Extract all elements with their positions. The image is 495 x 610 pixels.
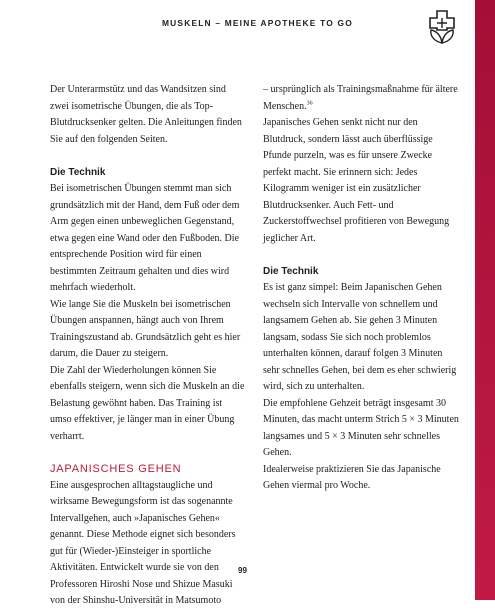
technique-heading: Die Technik xyxy=(50,166,106,178)
left-text-column xyxy=(50,82,246,610)
interval-paragraph: Es ist ganz simpel: Beim Japanischen Gehen wechseln sich Intervalle von schnellem und langsamem Gehen ab. Sie gehen 3 Minuten langsam, sodass Sie sich noch problemlos unterhalten können, darauf folgen 3 Minuten sehr schnelles Gehen, bei dem es eher schwierig wird, sich zu unterhalten. xyxy=(263,282,457,392)
running-header xyxy=(0,18,495,32)
technique-paragraph-1: Bei isometrischen Übungen stemmt man sich grundsätzlich mit der Hand, dem Fuß oder dem Arm gegen einen unbeweglichen Gegenstand, etwa gegen eine Wand oder den Fußboden. Die entsprechende Position wird für einen bestimmten Zeitraum gehalten und dies wird mehrfach wiederholt. xyxy=(50,183,240,293)
frequency-paragraph: Idealerweise praktizieren Sie das Japanische Gehen viermal pro Woche. xyxy=(263,463,441,491)
benefit-paragraph: Japanisches Gehen senkt nicht nur den Blutdruck, sondern lässt auch überflüssige Pfunde purzeln, was es für unsere Zwecke perfekt macht. Sie erinnern sich: Jedes Kilogramm weniger ist ein zusätzlicher Blutdrucksenker. Auch Fett- und Zuckerstoffwechsel profitieren von Bewegung jeglicher Art. xyxy=(263,117,450,244)
technique-heading-2: Die Technik xyxy=(263,265,319,277)
continuation-text: – ursprünglich als Trainingsmaßnahme für ältere Menschen. xyxy=(263,84,458,112)
section-heading: JAPANISCHES GEHEN xyxy=(50,463,182,475)
right-edge-color-bar xyxy=(475,0,495,600)
technique-paragraph-3: Die Zahl der Wiederholungen können Sie ebenfalls steigern, wenn sich die Muskeln an die Belastung gewöhnt haben. Das Training ist umso effektiver, je länger man in einer Übung verharrt. xyxy=(50,364,245,442)
running-title: MUSKELN – MEINE APOTHEKE TO GO xyxy=(162,18,353,28)
continuation-paragraph xyxy=(263,82,459,115)
section-paragraph-1: Eine ausgesprochen alltagstaugliche und wirksame Bewegungsform ist das sogenannte Intervallgehen, auch »Japanisches Gehen« genannt. Diese Methode eignet sich besonders gut für (Wieder-)Einsteiger in sportliche Aktivitäten. Entwickelt wurde sie von den Professoren Hiroshi Nose und Shizue Masuki von der Shinshu-Universität in Matsumoto xyxy=(50,479,236,606)
footnote-marker: 36 xyxy=(306,100,313,107)
pharmacy-cross-leaf-icon xyxy=(427,9,457,45)
page-number: 99 xyxy=(238,566,247,575)
intro-paragraph: Der Unterarmstütz und das Wandsitzen sind zwei isometrische Übungen, die als Top-Blutdrucksenker gelten. Die Anleitungen finden Sie auf den folgenden Seiten. xyxy=(50,84,242,145)
right-text-column xyxy=(263,82,459,495)
duration-paragraph: Die empfohlene Gehzeit beträgt insgesamt 30 Minuten, das macht unterm Strich 5 × 3 Minuten langsames und 5 × 3 Minuten sehr schnelles Gehen. xyxy=(263,397,459,458)
technique-paragraph-2: Wie lange Sie die Muskeln bei isometrischen Übungen anspannen, hängt auch von Ihrem Trainingszustand ab. Grundsätzlich geht es hier darum, die Dauer zu steigern. xyxy=(50,298,241,359)
